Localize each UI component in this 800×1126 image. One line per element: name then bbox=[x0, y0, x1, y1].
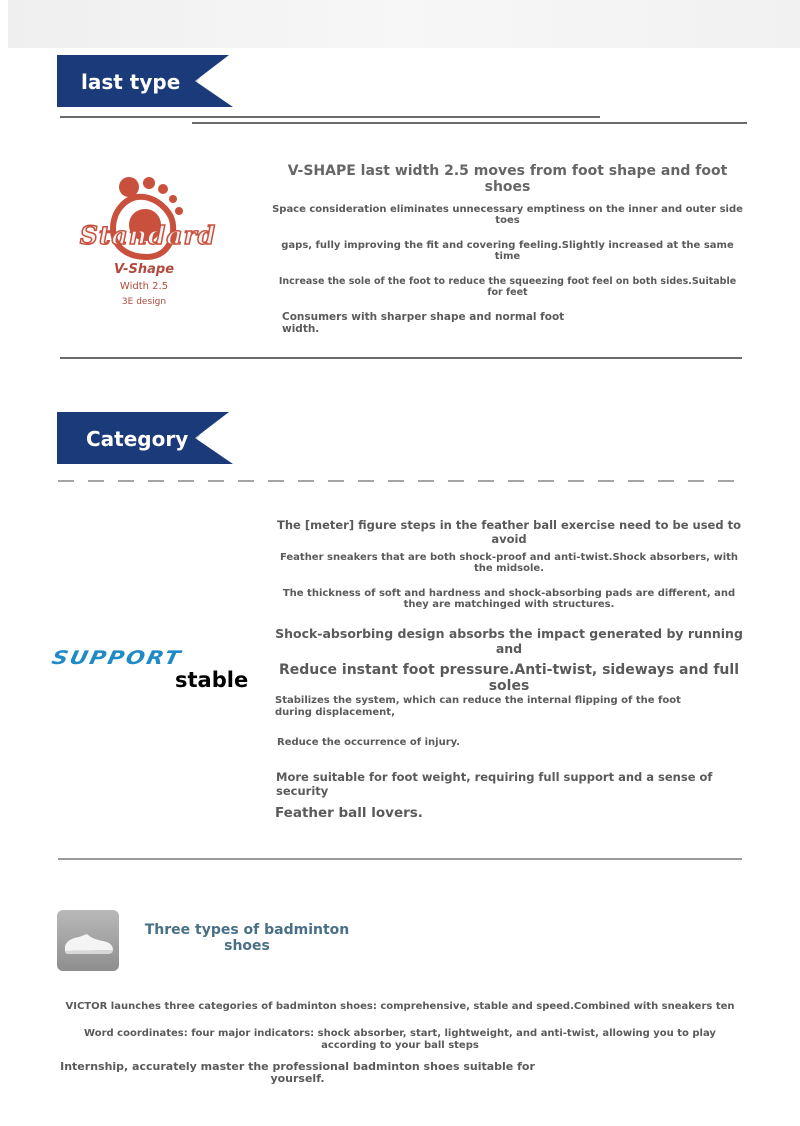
last-type-line: Space consideration eliminates unnecessary emptiness on the inner and outer side toes bbox=[272, 204, 743, 226]
shoe-icon bbox=[57, 910, 119, 971]
category-line: Stabilizes the system, which can reduce the internal flipping of the foot during displacement, bbox=[275, 695, 681, 718]
last-type-line: gaps, fully improving the fit and covering feeling.Slightly increased at the same time bbox=[281, 240, 734, 262]
category-line: Feather ball lovers. bbox=[275, 805, 423, 821]
last-type-line: Increase the sole of the foot to reduce the squeezing foot feel on both sides.Suitable for feet bbox=[278, 276, 737, 298]
three-types-title: Three types of badminton shoes bbox=[144, 922, 350, 954]
top-image-strip bbox=[8, 0, 800, 48]
category-line: Reduce the occurrence of injury. bbox=[277, 737, 461, 748]
logo-design-label: 3E design bbox=[121, 297, 167, 307]
logo-width-label: Width 2.5 bbox=[119, 281, 169, 292]
support-logo-word: SUPPORT bbox=[49, 647, 184, 670]
category-line: More suitable for foot weight, requiring full support and a sense of security bbox=[276, 770, 713, 798]
divider bbox=[60, 357, 742, 359]
category-line: The thickness of soft and hardness and shock-absorbing pads are different, and they are matchinged with structures. bbox=[282, 588, 736, 610]
three-types-line: VICTOR launches three categories of badminton shoes: comprehensive, stable and speed.Combined with sneakers ten bbox=[65, 1001, 735, 1012]
category-line: The [meter] figure steps in the feather ball exercise need to be used to avoid bbox=[277, 518, 741, 546]
category-line: Reduce instant foot pressure.Anti-twist, sideways and full soles bbox=[278, 662, 739, 694]
logo-shape-label: V-Shape bbox=[113, 262, 175, 277]
three-types-line: Internship, accurately master the professional badminton shoes suitable for yourself. bbox=[60, 1060, 535, 1085]
three-types-line: Word coordinates: four major indicators: shock absorber, start, lightweight, and anti-twist, allowing you to play according to your ball steps bbox=[84, 1028, 716, 1051]
section-title: Category bbox=[86, 427, 189, 451]
dashed-divider bbox=[58, 480, 742, 482]
support-logo bbox=[49, 646, 249, 696]
divider bbox=[58, 858, 742, 860]
divider bbox=[60, 116, 600, 118]
standard-logo-word: Standard bbox=[79, 221, 217, 250]
divider bbox=[192, 122, 747, 124]
footprint-icon bbox=[55, 165, 240, 265]
category-banner bbox=[57, 412, 233, 466]
support-logo-caption: stable bbox=[175, 668, 249, 692]
last-type-line: Consumers with sharper shape and normal foot width. bbox=[282, 311, 565, 335]
category-line: Shock-absorbing design absorbs the impact generated by running and bbox=[275, 626, 743, 656]
category-line: Feather sneakers that are both shock-proof and anti-twist.Shock absorbers, with the midsole. bbox=[279, 552, 739, 574]
last-type-banner bbox=[57, 55, 233, 109]
standard-logo bbox=[55, 165, 240, 315]
shoe-tile bbox=[57, 910, 119, 971]
last-type-heading: V-SHAPE last width 2.5 moves from foot shape and foot shoes bbox=[287, 163, 728, 195]
section-title: last type bbox=[81, 70, 181, 94]
